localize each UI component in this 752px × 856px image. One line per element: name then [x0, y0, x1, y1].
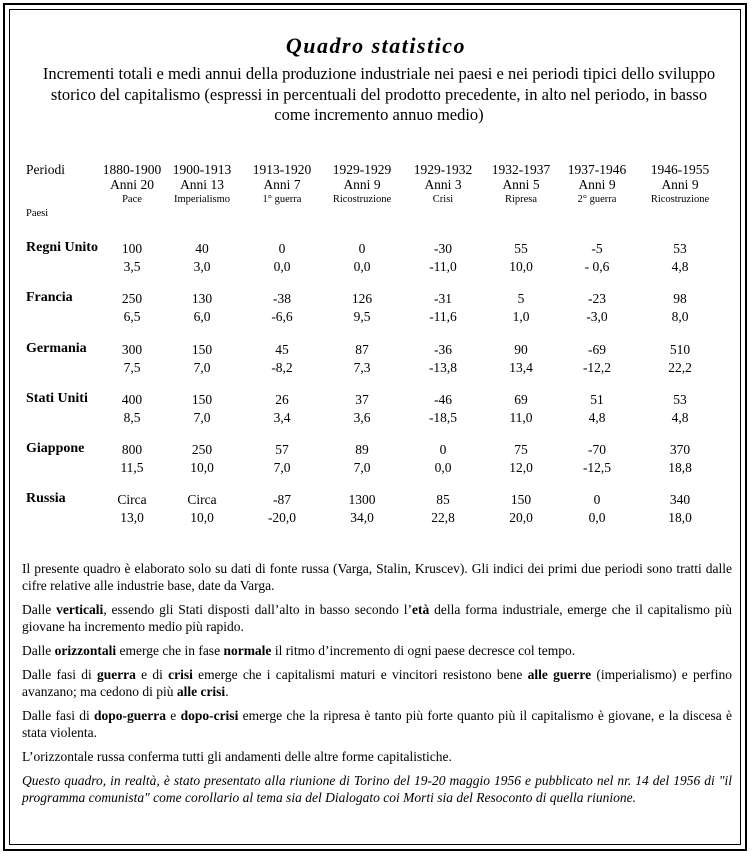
note-paragraph: Dalle fasi di guerra e di crisi emerge che i capitalismi maturi e vincitori resistono bene alle guerre (imperialismo) e perfino avanzano; ma cedono di più alle crisi. [22, 667, 732, 699]
annual-value: 6,0 [193, 309, 211, 324]
total-value: 89 [355, 442, 369, 457]
total-value: 87 [355, 342, 369, 357]
periodi-label: Periodi [26, 162, 65, 177]
annual-value: 20,0 [509, 510, 533, 525]
total-value: 37 [355, 392, 369, 407]
period-years: Anni 3 [424, 177, 462, 192]
annual-value: 0,0 [588, 510, 606, 525]
total-value: 150 [510, 492, 532, 507]
annual-value: 6,5 [123, 309, 141, 324]
total-value: -69 [588, 342, 606, 357]
period-years: Anni 5 [502, 177, 540, 192]
annual-value: 13,0 [120, 510, 144, 525]
annual-value: 3,4 [273, 410, 291, 425]
period-years: Anni 9 [578, 177, 616, 192]
period-range: 1929-1932 [413, 162, 473, 177]
annual-value: 22,2 [668, 360, 692, 375]
period-range: 1913-1920 [252, 162, 312, 177]
total-value: 5 [517, 291, 525, 306]
period-years: Anni 9 [343, 177, 381, 192]
total-value: 370 [669, 442, 691, 457]
country-name: Francia [26, 290, 73, 305]
total-value: 0 [278, 241, 286, 256]
period-phase: 1° guerra [262, 194, 302, 205]
period-range: 1900-1913 [172, 162, 232, 177]
period-header [635, 162, 725, 207]
total-value: 75 [514, 442, 528, 457]
annual-value: -11,0 [429, 259, 457, 274]
annual-value: - 0,6 [584, 259, 610, 274]
period-years: Anni 13 [180, 177, 224, 192]
annual-value: 11,0 [509, 410, 533, 425]
total-value: 130 [191, 291, 213, 306]
total-value: 53 [673, 392, 687, 407]
total-value: -5 [591, 241, 603, 256]
annual-value: 7,5 [123, 360, 141, 375]
country-name: Stati Uniti [26, 391, 88, 406]
annual-value: 34,0 [350, 510, 374, 525]
annual-value: 22,8 [431, 510, 455, 525]
period-header [237, 162, 327, 207]
total-value: -46 [434, 392, 452, 407]
note-paragraph: Dalle fasi di dopo-guerra e dopo-crisi emerge che la ripresa è tanto più forte quanto più il capitalismo è giovane, e la discesa è stata violenta. [22, 708, 733, 740]
period-header [398, 162, 488, 207]
annual-value: 7,0 [273, 460, 291, 475]
annual-value: 7,3 [353, 360, 371, 375]
total-value: 0 [593, 492, 601, 507]
total-value: 250 [191, 442, 213, 457]
total-value: -23 [588, 291, 606, 306]
period-range: 1880-1900 [102, 162, 162, 177]
annual-value: 8,5 [123, 410, 141, 425]
annual-value: 1,0 [512, 309, 530, 324]
paesi-label: Paesi [26, 208, 49, 219]
total-value: 45 [275, 342, 289, 357]
annual-value: 0,0 [434, 460, 452, 475]
period-header [317, 162, 407, 207]
total-value: 150 [191, 392, 213, 407]
period-years: Anni 20 [110, 177, 154, 192]
total-value: 340 [669, 492, 691, 507]
period-range: 1932-1937 [491, 162, 551, 177]
total-value: -87 [273, 492, 291, 507]
period-phase: Imperialismo [174, 194, 230, 205]
total-value: -36 [434, 342, 452, 357]
total-value: 26 [275, 392, 289, 407]
total-value: -38 [273, 291, 291, 306]
country-name: Germania [26, 341, 87, 356]
annual-value: 18,0 [668, 510, 692, 525]
total-value: 57 [275, 442, 289, 457]
annual-value: 3,5 [123, 259, 141, 274]
total-value: 51 [590, 392, 604, 407]
total-value: Circa [117, 492, 147, 507]
annual-value: 7,0 [193, 360, 211, 375]
annual-value: -18,5 [428, 410, 458, 425]
annual-value: 10,0 [190, 460, 214, 475]
annual-value: -6,6 [271, 309, 293, 324]
total-value: 69 [514, 392, 528, 407]
annual-value: 9,5 [353, 309, 371, 324]
total-value: 1300 [348, 492, 376, 507]
note-paragraph: L’orizzontale russa conferma tutti gli andamenti delle altre forme capitalistiche. [22, 749, 452, 764]
annual-value: -3,0 [586, 309, 608, 324]
annual-value: 3,0 [193, 259, 211, 274]
annual-value: 7,0 [193, 410, 211, 425]
total-value: -30 [434, 241, 452, 256]
period-phase: 2° guerra [577, 194, 617, 205]
annual-value: 8,0 [671, 309, 689, 324]
period-phase: Ricostruzione [332, 194, 392, 205]
total-value: 53 [673, 241, 687, 256]
country-name: Russia [26, 491, 66, 506]
total-value: 150 [191, 342, 213, 357]
period-phase: Crisi [432, 194, 454, 205]
total-value: 800 [121, 442, 143, 457]
annual-value: 18,8 [668, 460, 692, 475]
annual-value: 4,8 [671, 259, 689, 274]
annual-value: -12,5 [582, 460, 612, 475]
annual-value: 0,0 [273, 259, 291, 274]
annual-value: -13,8 [428, 360, 458, 375]
total-value: 55 [514, 241, 528, 256]
total-value: 40 [195, 241, 209, 256]
total-value: 98 [673, 291, 687, 306]
annual-value: 11,5 [120, 460, 144, 475]
country-name: Giappone [26, 441, 85, 456]
total-value: 100 [121, 241, 143, 256]
note-paragraph: Dalle verticali, essendo gli Stati disposti dall’alto in basso secondo l’età della forma industriale, emerge che il capitalismo più giovane ha incremento medio più rapido. [22, 602, 732, 634]
period-range: 1946-1955 [650, 162, 710, 177]
annual-value: 0,0 [353, 259, 371, 274]
period-phase: Ricostruzione [650, 194, 710, 205]
period-header [552, 162, 642, 207]
period-years: Anni 9 [661, 177, 699, 192]
period-years: Anni 7 [263, 177, 301, 192]
annual-value: 3,6 [353, 410, 371, 425]
annual-value: -11,6 [429, 309, 457, 324]
annual-value: 4,8 [671, 410, 689, 425]
notes-section [22, 560, 732, 813]
total-value: -31 [434, 291, 452, 306]
total-value: 90 [514, 342, 528, 357]
period-phase: Ripresa [504, 194, 538, 205]
annual-value: 13,4 [509, 360, 533, 375]
annual-value: 12,0 [509, 460, 533, 475]
country-name: Regni Unito [26, 240, 98, 255]
note-paragraph: Dalle orizzontali emerge che in fase normale il ritmo d’incremento di ogni paese decresce col tempo. [22, 643, 576, 658]
total-value: 300 [121, 342, 143, 357]
annual-value: -20,0 [267, 510, 297, 525]
page-subtitle: Incrementi totali e medi annui della produzione industriale nei paesi e nei periodi tipici dello sviluppo storico del capitalismo (espressi in percentuali del prodotto precedente, in alto nel periodo, in basso come incremento annuo medio) [42, 64, 716, 124]
annual-value: -12,2 [582, 360, 612, 375]
total-value: 85 [436, 492, 450, 507]
period-header [157, 162, 247, 207]
period-range: 1937-1946 [567, 162, 627, 177]
annual-value: 7,0 [353, 460, 371, 475]
note-source-paragraph: Questo quadro, in realtà, è stato presentato alla riunione di Torino del 19-20 maggio 1956 e pubblicato nel nr. 14 del 1956 di "il programma comunista" come corollario al tema sia del Dialogato coi Morti sia del Resoconto di quella riunione. [22, 773, 732, 805]
annual-value: -8,2 [271, 360, 293, 375]
period-range: 1929-1929 [332, 162, 392, 177]
annual-value: 4,8 [588, 410, 606, 425]
total-value: 400 [121, 392, 143, 407]
annual-value: 10,0 [190, 510, 214, 525]
note-paragraph: Il presente quadro è elaborato solo su dati di fonte russa (Varga, Stalin, Kruscev). Gli indici dei primi due periodi sono tratti dalle cifre relative alle industrie base, date da Varga. [22, 561, 732, 593]
total-value: 510 [669, 342, 691, 357]
total-value: 250 [121, 291, 143, 306]
period-phase: Pace [122, 194, 142, 205]
total-value: 0 [439, 442, 447, 457]
page-title: Quadro statistico [285, 33, 467, 58]
total-value: 126 [351, 291, 373, 306]
annual-value: 10,0 [509, 259, 533, 274]
total-value: -70 [588, 442, 606, 457]
total-value: Circa [187, 492, 217, 507]
total-value: 0 [358, 241, 366, 256]
